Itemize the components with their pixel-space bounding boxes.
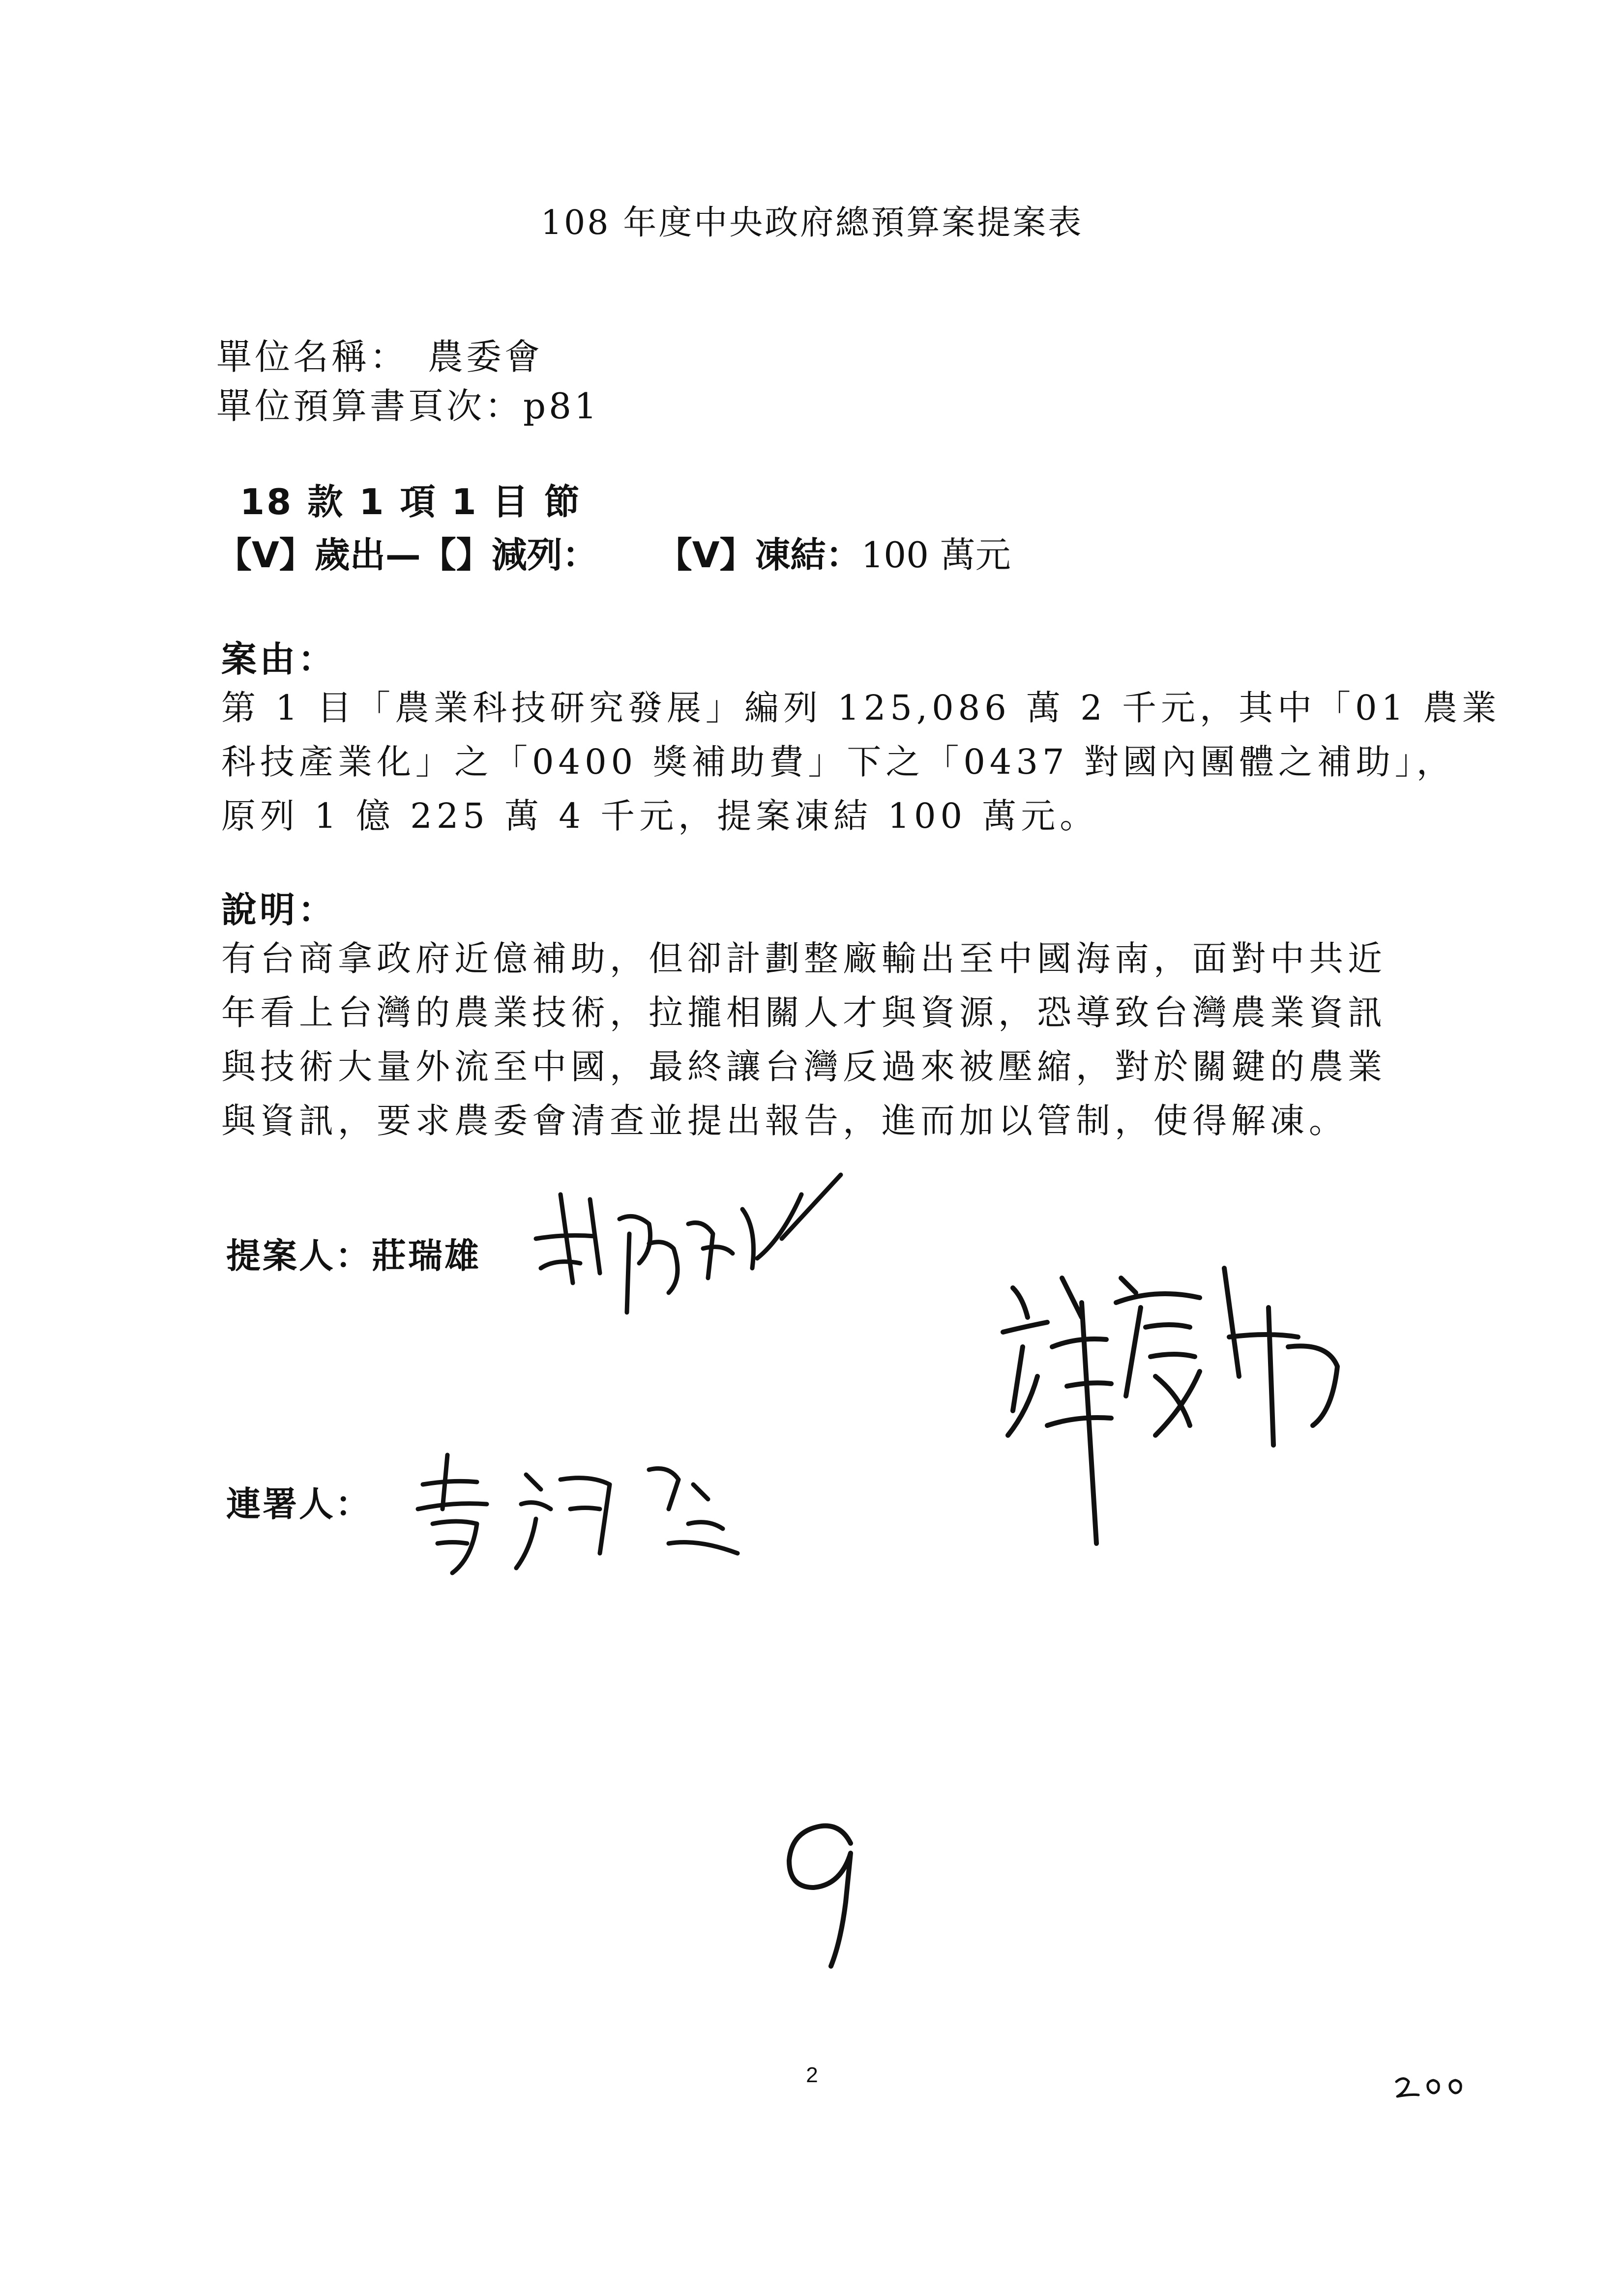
cosigner-label: 連署人： [226, 1484, 372, 1524]
reason-heading: 案由： [221, 639, 337, 680]
unit-page-value: p81 [523, 385, 600, 427]
proposer-label: 提案人： [226, 1236, 372, 1276]
unit-page-label: 單位預算書頁次： [216, 385, 524, 427]
reason-line: 原列 1 億 225 萬 4 千元，提案凍結 100 萬元。 [221, 796, 1099, 836]
document-title: 108 年度中央政府總預算案提案表 [540, 203, 1084, 242]
proposer-row [226, 1236, 481, 1276]
explanation-heading: 說明： [221, 889, 337, 930]
unit-name-value: 農委會 [428, 336, 543, 378]
explanation-line: 有台商拿政府近億補助，但卻計劃整廠輸出至中國海南，面對中共近 [221, 938, 1387, 979]
unit-name-row [216, 336, 543, 378]
page-number: 2 [806, 2063, 818, 2087]
unit-page-row [216, 385, 600, 427]
freeze-amount: 100 萬元 [861, 534, 1011, 576]
proposer-signature [526, 1165, 860, 1342]
proposer-name: 莊瑞雄 [372, 1236, 481, 1276]
budget-code: 18 款 1 項 1 目 節 [240, 481, 582, 523]
explanation-line: 與資訊，要求農委會清查並提出報告，進而加以管制，使得解凍。 [221, 1101, 1348, 1141]
budget-flags-row [216, 534, 1011, 576]
reason-line: 科技產業化」之「0400 獎補助費」下之「0437 對國內團體之補助」， [221, 742, 1455, 782]
large-signature [993, 1249, 1387, 1553]
handwritten-number [767, 1814, 875, 1976]
explanation-line: 年看上台灣的農業技術，拉攏相關人才與資源，恐導致台灣農業資訊 [221, 992, 1387, 1033]
flag-expenditure: 【V】歲出— [216, 534, 421, 576]
reason-line: 第 1 目「農業科技研究發展」編列 125,086 萬 2 千元，其中「01 農業 [221, 688, 1501, 728]
explanation-line: 與技術大量外流至中國，最終讓台灣反過來被壓縮，對於關鍵的農業 [221, 1046, 1387, 1087]
unit-name-label: 單位名稱： [216, 336, 409, 378]
flag-cut: 【】減列： [420, 534, 598, 576]
cosigner-signature [403, 1445, 777, 1593]
flag-freeze: 【V】凍結： [656, 534, 861, 576]
